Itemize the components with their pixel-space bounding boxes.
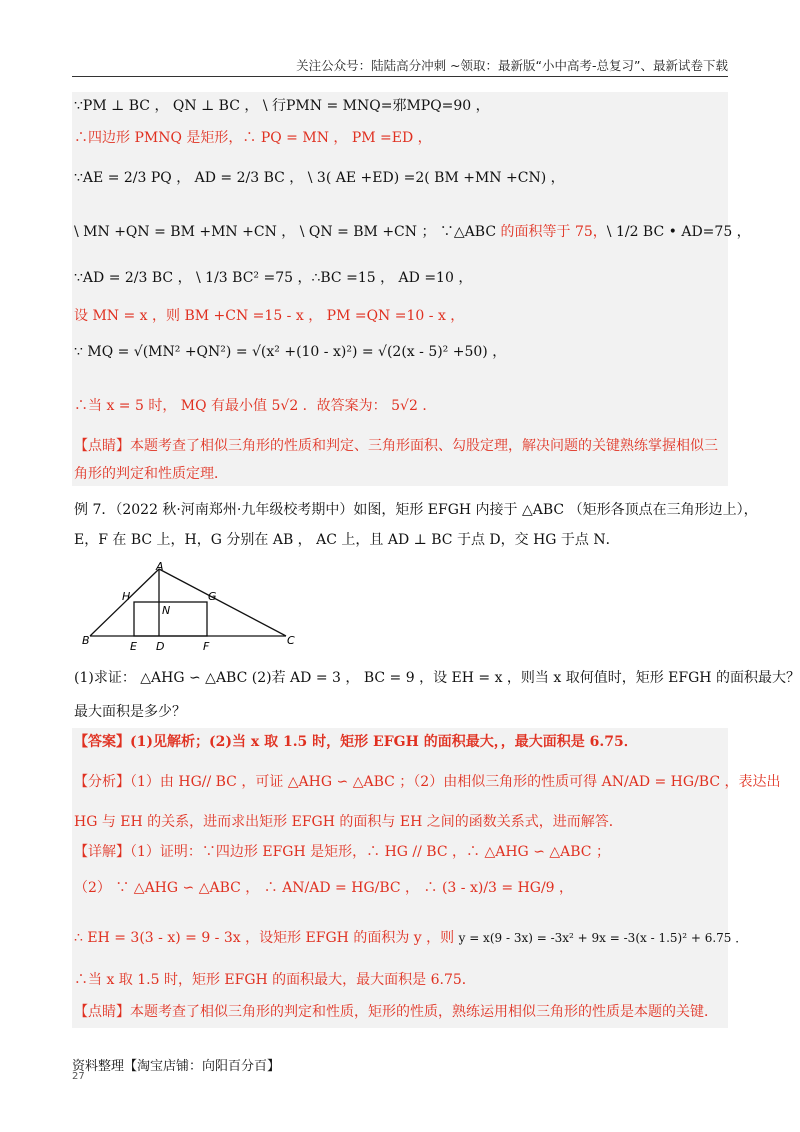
header-rule [72,76,728,77]
label-f: F [203,640,210,652]
answer-line: 【答案】(1)见解析；(2)当 x 取 1.5 时，矩形 EFGH 的面积最大，，最大面积是 6.75． [74,734,638,750]
detail-line-2: （2） ∵ △AHG ∽ △ABC ， ∴ AN/AD = HG/BC ， ∴ (3 - x)/3 = HG/9 ， [74,880,574,896]
example-line-1: 例 7．（2022 秋·河南郑州·九年级校考期中）如图，矩形 EFGH 内接于 △ABC （矩形各顶点在三角形边上）， [74,502,758,518]
detail-line-3a: ∴ EH = 3(3 - x) = 9 - 3x ，设矩形 EFGH 的面积为 y ，则 [74,930,459,946]
sol-line-4a: \ MN +QN = BM +MN +CN ， \ QN = BM +CN ； ∵△ABC [74,224,501,240]
label-g: G [208,590,217,603]
sol-line-1: ∵PM ⊥ BC ， QN ⊥ BC ， \ 行PMN = MNQ=邪MPQ=90 ， [74,98,490,114]
label-b: B [82,634,90,647]
page-header: 关注公众号：陆陆高分冲刺 ~领取：最新版“小中高考-总复习”、最新试卷下载 [296,58,728,73]
sol-line-4c: \ 1/2 BC • AD=75 ， [606,224,751,240]
triangle-figure [80,562,296,652]
label-c: C [287,634,295,647]
sol-line-2: ∴四边形 PMNQ 是矩形，∴ PQ = MN ， PM =ED ， [74,130,432,146]
detail-line-4: ∴当 x 取 1.5 时，矩形 EFGH 的面积最大，最大面积是 6.75． [74,972,476,988]
sol-line-6: 设 MN = x ，则 BM +CN =15 - x ， PM =QN =10 - x ， [74,308,465,324]
sol-line-4 [74,222,751,242]
analysis-line-1: 【分析】（1）由 HG// BC ，可证 △AHG ∽ △ABC ；（2）由相似三角形的性质可得 AN/AD = HG/BC ，表达出 [74,774,781,790]
question-line-2: 最大面积是多少？ [74,704,186,720]
sol-line-3: ∵AE = 2/3 PQ ， AD = 2/3 BC ， \ 3( AE +ED) =2( BM +MN +CN) ， [74,170,565,186]
detail-line-3b: y = x(9 - 3x) = -3x² + 9x = -3(x - 1.5)² + 6.75 ． [458,931,748,945]
analysis-line-2: HG 与 EH 的关系，进而求出矩形 EFGH 的面积与 EH 之间的函数关系式，进而解答． [74,814,623,830]
detail-line-1: 【详解】（1）证明：∵四边形 EFGH 是矩形，∴ HG // BC ，∴ △AHG ∽ △ABC ； [74,844,610,860]
comment-line-3: 【点睛】本题考查了相似三角形的判定和性质，矩形的性质，熟练运用相似三角形的性质是本题的关键． [74,1004,718,1020]
rectangle-efgh [134,602,207,636]
sol-line-8: ∴当 x = 5 时， MQ 有最小值 5√2 ．故答案为： 5√2 ． [74,398,437,414]
sol-line-4b: 的面积等于 75， [500,224,607,240]
detail-line-3 [74,928,747,948]
label-e: E [130,640,137,652]
comment-line-2: 角形的判定和性质定理． [74,466,228,482]
page-footer [72,1055,280,1074]
label-d: D [156,640,165,652]
label-n: N [162,604,171,617]
label-h: H [122,590,131,603]
footer-text: 资料整理【淘宝店铺：向阳百分百】 [72,1059,281,1074]
sol-line-7: ∵ MQ = √(MN² +QN²) = √(x² +(10 - x)²) = √(2(x - 5)² +50) ， [74,344,507,360]
page-number: 27 [72,1071,85,1082]
example-line-2: E，F 在 BC 上，H，G 分别在 AB ， AC 上，且 AD ⊥ BC 于点 D，交 HG 于点 N． [74,532,620,548]
label-a: A [156,562,164,573]
comment-line-1: 【点睛】本题考查了相似三角形的性质和判定、三角形面积、勾股定理，解决问题的关键熟练掌握相似三 [74,438,718,454]
sol-line-5: ∵AD = 2/3 BC ， \ 1/3 BC² =75 ，∴BC =15 ， AD =10 ， [74,270,473,286]
question-line-1: (1)求证： △AHG ∽ △ABC (2)若 AD = 3 ， BC = 9 ，设 EH = x ，则当 x 取何值时，矩形 EFGH 的面积最大？ [74,670,800,686]
solution-band [72,92,728,486]
